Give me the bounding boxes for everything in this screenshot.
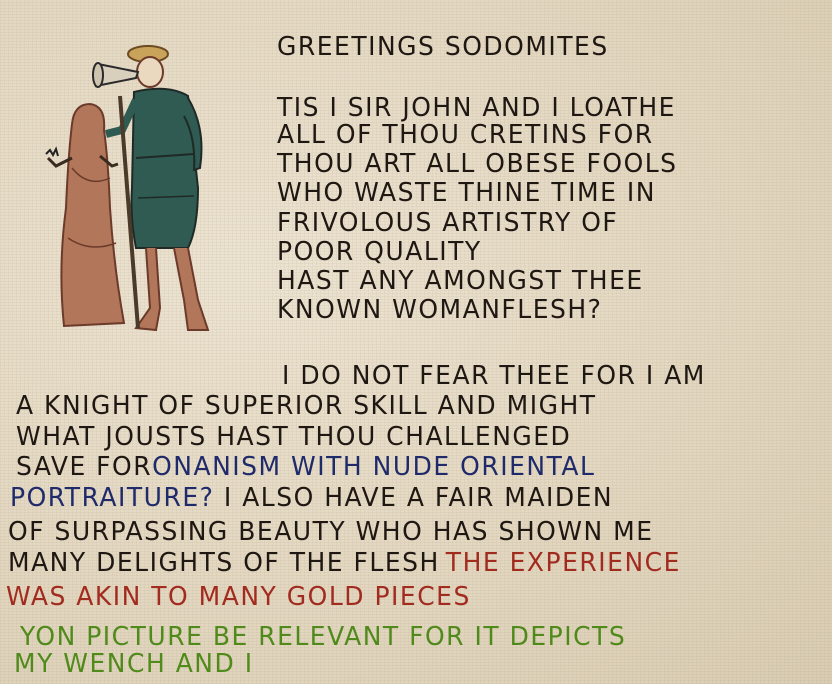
text-line: ALL OF THOU CRETINS FOR (277, 119, 654, 150)
text-segment: MANY DELIGHTS OF THE FLESH (8, 547, 440, 578)
text-line: WHO WASTE THINE TIME IN (277, 177, 656, 208)
text-line: WHAT JOUSTS HAST THOU CHALLENGED (16, 421, 572, 452)
blue-text-segment: PORTRAITURE? (10, 482, 215, 513)
red-text-line: WAS AKIN TO MANY GOLD PIECES (6, 581, 471, 612)
text-line (8, 547, 681, 578)
text-line: I DO NOT FEAR THEE FOR I AM (282, 360, 706, 391)
green-text-line: MY WENCH AND I (14, 648, 254, 679)
text-line: TIS I SIR JOHN AND I LOATHE (277, 92, 676, 123)
tapestry-herald-and-maiden (38, 38, 228, 338)
text-line: A KNIGHT OF SUPERIOR SKILL AND MIGHT (16, 390, 597, 421)
blue-text-segment: ONANISM WITH NUDE ORIENTAL (152, 451, 596, 482)
text-line (10, 482, 614, 513)
text-line: FRIVOLOUS ARTISTRY OF (277, 207, 619, 238)
page-heading: GREETINGS SODOMITES (277, 31, 609, 62)
green-text-line: YON PICTURE BE RELEVANT FOR IT DEPICTS (20, 621, 627, 652)
text-line: HAST ANY AMONGST THEE (277, 265, 644, 296)
red-text-segment: THE EXPERIENCE (445, 547, 681, 578)
text-line: KNOWN WOMANFLESH? (277, 294, 603, 325)
text-line (16, 451, 596, 482)
text-segment: SAVE FOR (16, 451, 153, 482)
text-line: OF SURPASSING BEAUTY WHO HAS SHOWN ME (8, 516, 654, 547)
text-segment: I ALSO HAVE A FAIR MAIDEN (214, 482, 614, 513)
maiden-figure (46, 104, 124, 326)
text-line: THOU ART ALL OBESE FOOLS (277, 148, 678, 179)
text-line: POOR QUALITY (277, 236, 482, 267)
